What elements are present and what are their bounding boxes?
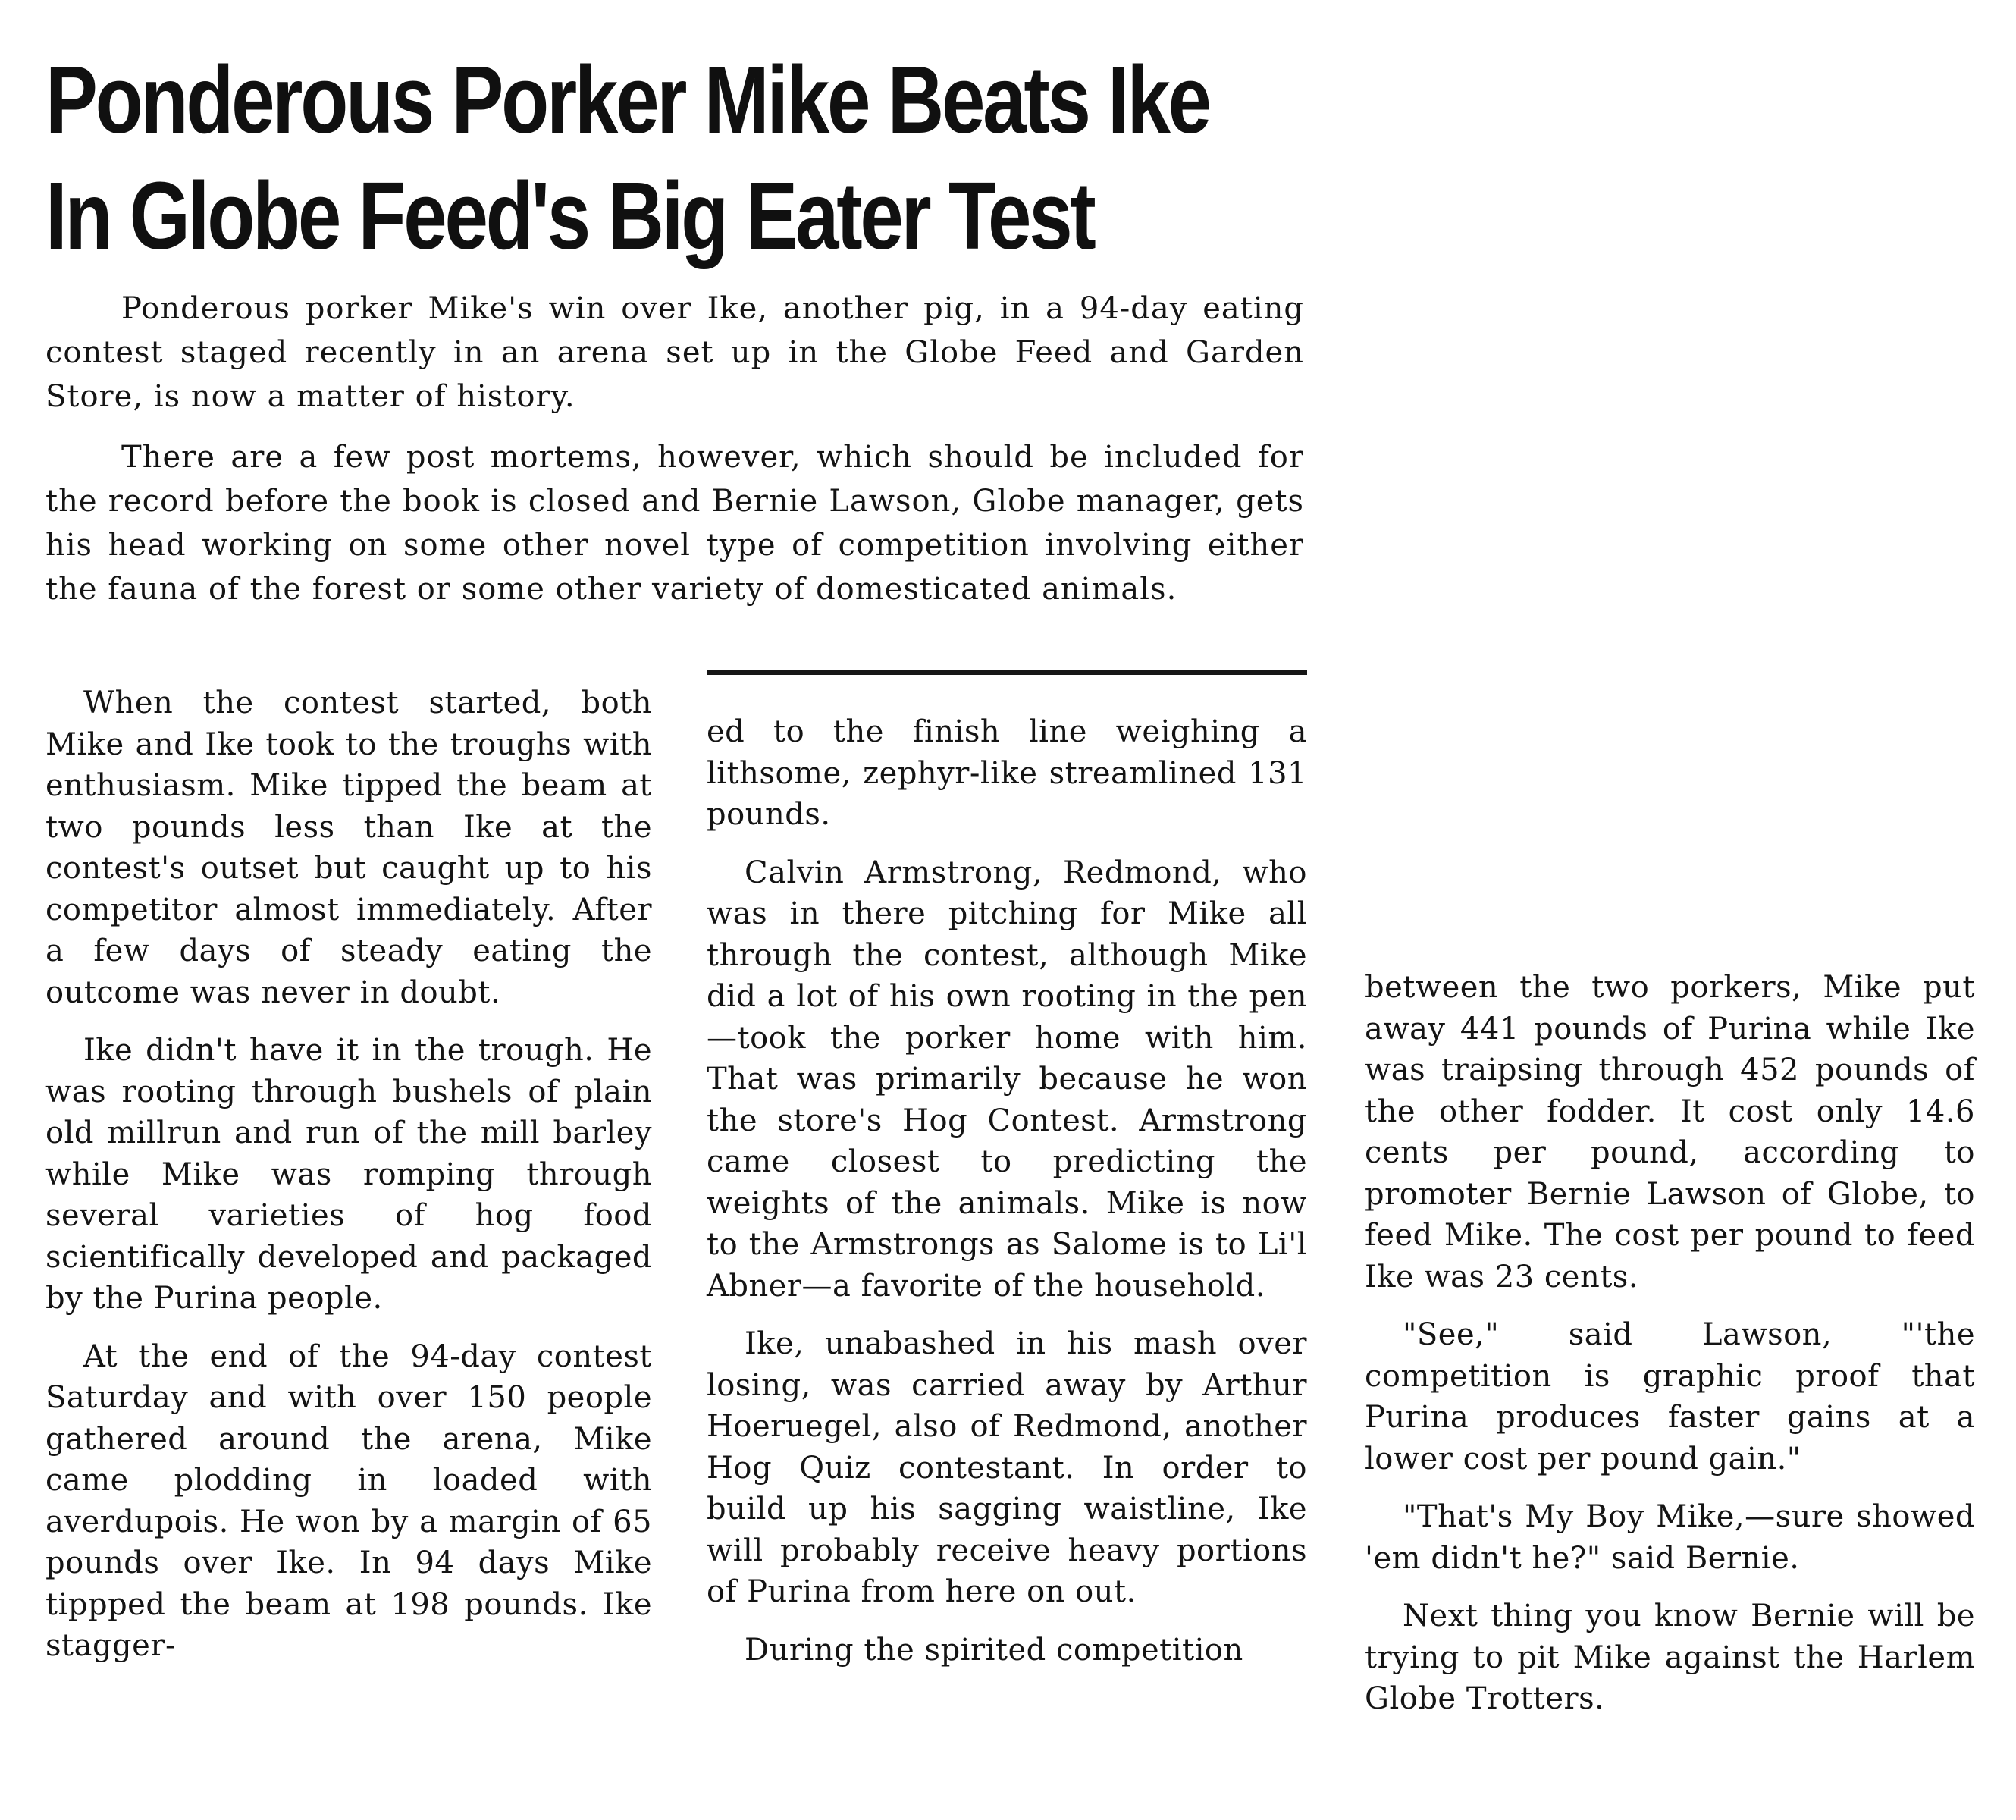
article-column-1 [45, 682, 652, 1684]
column-1-paragraph-1: When the contest started, both Mike and Ike took to the troughs with enthusiasm. Mike tipped the beam at two pounds less than Ike at the contest's outset but caught up to his competitor almost immediately. After a few days of steady eating the outcome was never in doubt. [45, 686, 652, 1010]
column-3-paragraph-2: "See," said Lawson, "'the competition is graphic proof that Purina produces faster gains at a lower cost per pound gain." [1365, 1317, 1975, 1476]
column-divider-rule [707, 670, 1307, 675]
lede-paragraph-2: There are a few post mortems, however, which should be included for the record before the book is closed and Bernie Lawson, Globe manager, gets his head working on some other novel type of competition involving either the fauna of the forest or some other variety of domesticated animals. [45, 440, 1304, 607]
column-2-paragraph-3: Ike, unabashed in his mash over losing, was carried away by Arthur Hoeruegel, also of Redmond, another Hog Quiz contestant. In order to build up his sagging waistline, Ike will probably receive heavy portions of Purina from here on out. [707, 1326, 1307, 1609]
column-2-paragraph-1: ed to the finish line weighing a lithsome, zephyr-like streamlined 131 pounds. [707, 714, 1307, 832]
column-2-paragraph-4: During the spirited competition [745, 1632, 1243, 1668]
column-3-paragraph-4: Next thing you know Bernie will be trying to pit Mike against the Harlem Globe Trotters. [1365, 1599, 1975, 1716]
column-3-paragraph-3: "That's My Boy Mike,—sure showed 'em didn't he?" said Bernie. [1365, 1499, 1975, 1576]
column-1-paragraph-2: Ike didn't have it in the trough. He was rooting through bushels of plain old millrun and run of the mill barley while Mike was romping through several varieties of hog food scientifically developed and packaged by the Purina people. [45, 1033, 652, 1316]
article-column-3 [1365, 967, 1975, 1737]
column-2-paragraph-2: Calvin Armstrong, Redmond, who was in there pitching for Mike all through the contest, although Mike did a lot of his own rooting in the pen—took the porker home with him. That was primarily because he won the store's Hog Contest. Armstrong came closest to predicting the weights of the animals. Mike is now to the Armstrongs as Salome is to Li'l Abner—a favorite of the household. [707, 855, 1307, 1304]
headline-line-2: In Globe Feed's Big Eater Test [45, 162, 1094, 269]
column-3-paragraph-1: between the two porkers, Mike put away 441 pounds of Purina while Ike was traipsing through 452 pounds of the other fodder. It cost only 14.6 cents per pound, according to promoter Bernie Lawson of Globe, to feed Mike. The cost per pound to feed Ike was 23 cents. [1365, 970, 1975, 1294]
column-1-paragraph-3: At the end of the 94-day contest Saturday and with over 150 people gathered around the arena, Mike came plodding in loaded with averdupois. He won by a margin of 65 pounds over Ike. In 94 days Mike tippped the beam at 198 pounds. Ike stagger- [45, 1338, 652, 1663]
lede-paragraph-1: Ponderous porker Mike's win over Ike, another pig, in a 94-day eating contest staged recently in an arena set up in the Globe Feed and Garden Store, is now a matter of history. [45, 291, 1304, 414]
headline-line-1: Ponderous Porker Mike Beats Ike [45, 46, 1209, 153]
lede-section [45, 287, 1304, 628]
headline [45, 42, 1209, 274]
article-column-2 [707, 711, 1307, 1687]
